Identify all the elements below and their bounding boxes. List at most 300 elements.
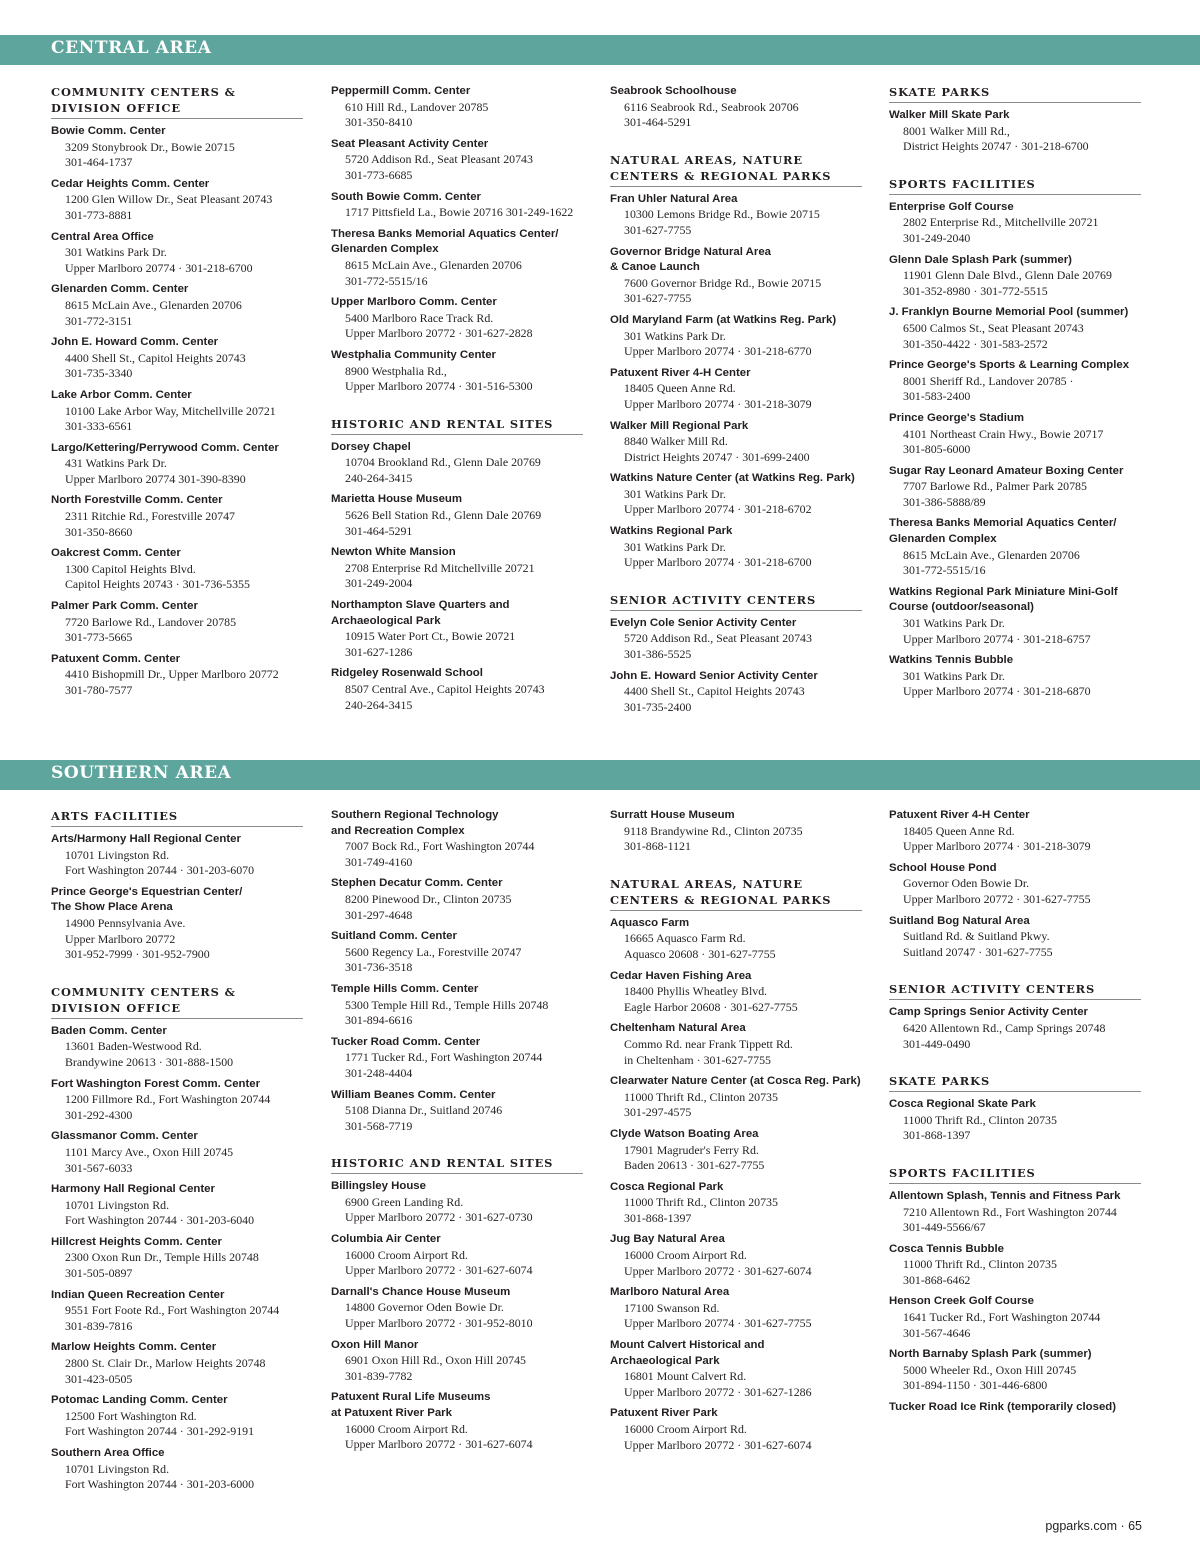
facility-detail: 7007 Bock Rd., Fort Washington 20744 [345,839,535,854]
facility-detail: 301-627-1286 [345,644,413,659]
facility-detail: Baden 20613 · 301-627-7755 [624,1158,765,1173]
facility-entry [610,1232,862,1279]
facility-entry [889,1400,1141,1416]
facility-name: Clearwater Nature Center (at Cosca Reg. Park) [610,1075,861,1088]
facility-detail: 301-249-2004 [345,576,413,591]
facility-detail: Suitland 20747 · 301-627-7755 [903,944,1053,959]
facility-name: Patuxent River Park [610,1407,718,1420]
facility-detail: 1200 Glen Willow Dr., Seat Pleasant 20743 [65,192,273,207]
facility-detail: 301-780-7577 [65,683,133,697]
facility-name: Patuxent Comm. Center [51,652,181,665]
facility-detail: 301-464-5291 [345,523,413,538]
facility-detail: 8001 Walker Mill Rd., [903,123,1010,138]
facility-detail: 11000 Thrift Rd., Clinton 20735 [903,1257,1057,1272]
facility-detail: 9551 Fort Foote Rd., Fort Washington 20744 [65,1303,280,1318]
facility-detail: 16000 Croom Airport Rd. [345,1247,468,1262]
facility-name: Marlboro Natural Area [610,1286,730,1299]
facility-name: Harmony Hall Regional Center [51,1183,215,1196]
facility-name: Ridgeley Rosenwald School [331,667,483,680]
facility-entry [610,245,862,307]
facility-detail: Upper Marlboro 20774 · 301-218-3079 [903,839,1091,854]
facility-detail: 1771 Tucker Rd., Fort Washington 20744 [345,1050,543,1065]
facility-detail: Fort Washington 20744 · 301-203-6000 [65,1477,255,1492]
facility-entry [51,388,303,435]
facility-name: Southern Area Office [51,1447,165,1459]
facility-detail: 10701 Livingston Rd. [65,1461,170,1476]
facility-detail: Aquasco 20608 · 301-627-7755 [624,946,776,961]
facility-entry [331,440,583,487]
facility-name: Arts/Harmony Hall Regional Center [51,833,241,845]
facility-detail: 301-249-2040 [903,230,971,245]
facility-detail: 11901 Glenn Dale Blvd., Glenn Dale 20769 [903,268,1112,283]
facility-entry [51,441,303,488]
facility-entry [610,524,862,571]
facility-detail: 301 Watkins Park Dr. [624,539,726,554]
facility-detail: 5720 Addison Rd., Seat Pleasant 20743 [345,152,533,167]
facility-entry [610,366,862,413]
facility-detail: 301-805-6000 [903,442,971,457]
facility-name: Prince George's Stadium [889,411,1025,424]
facility-detail: 301-772-5515/16 [345,273,428,288]
facility-detail: 301 Watkins Park Dr. [624,328,726,343]
facility-detail: 2300 Oxon Run Dr., Temple Hills 20748 [65,1250,259,1265]
facility-entry [331,492,583,539]
facility-name: Patuxent River 4-H Center [889,809,1030,821]
facility-entry [51,885,303,963]
facility-name: John E. Howard Comm. Center [51,336,219,349]
facility-detail: Fort Washington 20744 · 301-203-6070 [65,863,255,878]
southern-area-title: SOUTHERN AREA [51,763,232,783]
facility-entry [889,253,1141,300]
facility-detail: 16801 Mount Calvert Rd. [624,1369,747,1384]
facility-name: Governor Bridge Natural Area & Canoe Launch [610,245,771,274]
facility-detail: 301-248-4404 [345,1065,413,1080]
facility-entry [51,493,303,540]
facility-detail: 301-297-4648 [345,907,413,922]
central-area-title: CENTRAL AREA [51,38,212,58]
facility-detail: 301-772-3151 [65,313,133,328]
facility-detail: 301-423-0505 [65,1371,133,1386]
facility-detail: 301 Watkins Park Dr. [65,245,167,260]
facility-entry [51,124,303,171]
facility-entry [51,230,303,277]
facility-detail: 301-749-4160 [345,854,413,869]
facility-name: Glenarden Comm. Center [51,283,189,296]
facility-detail: 301-868-1397 [624,1210,692,1225]
facility-detail: Upper Marlboro 20774 · 301-627-7755 [624,1316,812,1331]
facility-entry [331,295,583,342]
facility-entry [610,669,862,716]
facility-entry [51,1340,303,1387]
facility-name: Westphalia Community Center [331,348,496,361]
facility-detail: Upper Marlboro 20774 · 301-218-6700 [624,555,812,570]
facility-name: School House Pond [889,861,997,874]
facility-name: Theresa Banks Memorial Aquatics Center/ Glenarden Complex [331,227,559,256]
facility-name: Old Maryland Farm (at Watkins Reg. Park) [610,313,837,326]
facility-detail: 3209 Stonybrook Dr., Bowie 20715 [65,139,235,154]
facility-name: Jug Bay Natural Area [610,1233,725,1246]
facility-name: North Forestville Comm. Center [51,494,223,507]
facility-detail: 610 Hill Rd., Landover 20785 [345,99,489,114]
facility-detail: 1300 Capitol Heights Blvd. [65,561,196,576]
facility-detail: 14900 Pennsylvania Ave. [65,915,186,930]
facility-detail: 10704 Brookland Rd., Glenn Dale 20769 [345,455,541,470]
facility-entry [51,1288,303,1335]
facility-name: Stephen Decatur Comm. Center [331,877,503,890]
facility-detail: Eagle Harbor 20608 · 301-627-7755 [624,999,798,1014]
facility-entry [889,358,1141,405]
facility-entry [889,200,1141,247]
facility-detail: 8615 McLain Ave., Glenarden 20706 [65,297,242,312]
facility-name: Peppermill Comm. Center [331,85,471,97]
facility-name: Seabrook Schoolhouse [610,85,737,97]
facility-entry [610,1074,862,1121]
facility-entry [51,1446,303,1493]
facility-name: Sugar Ray Leonard Amateur Boxing Center [889,464,1124,477]
facility-detail: 301-839-7782 [345,1368,413,1383]
facility-detail: 301-386-5525 [624,647,692,662]
facility-entry [889,1347,1141,1394]
directory-column [51,84,303,705]
facility-detail: 4410 Bishopmill Dr., Upper Marlboro 20772 [65,667,279,682]
facility-detail: District Heights 20747 · 301-699-2400 [624,449,810,464]
facility-name: Watkins Tennis Bubble [889,654,1014,667]
facility-name: Glassmanor Comm. Center [51,1130,198,1143]
facility-detail: 12500 Fort Washington Rd. [65,1408,197,1423]
facility-detail: Upper Marlboro 20772 · 301-952-8010 [345,1316,533,1331]
facility-detail: District Heights 20747 · 301-218-6700 [903,139,1089,154]
directory-column [889,84,1141,706]
facility-detail: Suitland Rd. & Suitland Pkwy. [903,929,1050,944]
facility-entry [331,1338,583,1385]
category-heading: SPORTS FACILITIES [889,176,1141,195]
facility-name: Seat Pleasant Activity Center [331,137,489,150]
facility-detail: 2708 Enterprise Rd Mitchellville 20721 [345,560,535,575]
facility-entry [889,1097,1141,1144]
facility-detail: Upper Marlboro 20772 · 301-627-2828 [345,326,533,341]
facility-detail: 301-352-8980 · 301-772-5515 [903,283,1048,298]
facility-detail: 301-505-0897 [65,1266,133,1281]
facility-entry [889,464,1141,511]
facility-entry [610,84,862,131]
facility-name: Glenn Dale Splash Park (summer) [889,253,1072,266]
facility-detail: 5626 Bell Station Rd., Glenn Dale 20769 [345,508,542,523]
facility-entry [51,335,303,382]
facility-detail: 1101 Marcy Ave., Oxon Hill 20745 [65,1144,234,1159]
facility-entry [51,1024,303,1071]
directory-column [889,808,1141,1422]
category-heading: HISTORIC AND RENTAL SITES [331,1155,583,1174]
facility-entry [331,137,583,184]
facility-entry [51,652,303,699]
facility-name: Watkins Regional Park [610,525,733,538]
facility-detail: 2802 Enterprise Rd., Mitchellville 20721 [903,215,1099,230]
category-heading: NATURAL AREAS, NATURE CENTERS & REGIONAL PARKS [610,876,862,911]
facility-detail: 5600 Regency La., Forestville 20747 [345,944,522,959]
facility-detail: Upper Marlboro 20774 · 301-218-6870 [903,684,1091,699]
facility-detail: 301-773-5665 [65,630,133,645]
directory-column [51,808,303,1499]
facility-detail: 5720 Addison Rd., Seat Pleasant 20743 [624,631,812,646]
facility-detail: Upper Marlboro 20774 · 301-218-6700 [65,260,253,275]
facility-detail: 301-868-6462 [903,1272,971,1287]
facility-entry [51,1129,303,1176]
facility-name: Newton White Mansion [331,546,456,559]
category-heading: SPORTS FACILITIES [889,1165,1141,1184]
directory-column [331,808,583,1459]
facility-name: Cheltenham Natural Area [610,1022,746,1035]
facility-name: Temple Hills Comm. Center [331,982,479,995]
facility-entry [331,1285,583,1332]
facility-detail: 18405 Queen Anne Rd. [903,823,1015,838]
facility-detail: 8200 Pinewood Dr., Clinton 20735 [345,891,512,906]
facility-name: Billingsley House [331,1180,426,1193]
facility-entry [610,1406,862,1453]
facility-detail: 2800 St. Clair Dr., Marlow Heights 20748 [65,1356,266,1371]
facility-name: Oakcrest Comm. Center [51,547,181,560]
facility-entry [610,419,862,466]
facility-detail: 1200 Fillmore Rd., Fort Washington 20744 [65,1092,271,1107]
central-area-banner [0,35,1200,65]
facility-entry [51,546,303,593]
facility-entry [889,305,1141,352]
facility-detail: 8615 McLain Ave., Glenarden 20706 [903,547,1080,562]
category-heading: SKATE PARKS [889,84,1141,103]
facility-name: Marlow Heights Comm. Center [51,1341,217,1354]
facility-name: Upper Marlboro Comm. Center [331,296,497,309]
facility-detail: Upper Marlboro 20772 · 301-627-0730 [345,1210,533,1225]
facility-entry [889,1005,1141,1052]
facility-detail: 4400 Shell St., Capitol Heights 20743 [65,350,246,365]
facility-entry [331,876,583,923]
facility-detail: 10701 Livingston Rd. [65,1197,170,1212]
facility-entry [51,1182,303,1229]
facility-name: Dorsey Chapel [331,440,411,453]
facility-name: South Bowie Comm. Center [331,190,481,203]
facility-detail: Upper Marlboro 20772 [65,931,176,946]
facility-detail: 16000 Croom Airport Rd. [624,1422,747,1436]
facility-name: Patuxent River 4-H Center [610,366,751,379]
facility-detail: 301-350-8660 [65,524,133,539]
facility-detail: 16000 Croom Airport Rd. [624,1248,747,1263]
facility-name: Suitland Comm. Center [331,930,457,943]
facility-name: Northampton Slave Quarters and Archaeological Park [331,599,510,627]
facility-detail: 301-350-8410 [345,115,413,130]
facility-detail: 301-735-2400 [624,699,692,714]
facility-name: Largo/Kettering/Perrywood Comm. Center [51,441,279,454]
facility-entry [610,1285,862,1332]
facility-detail: 8900 Westphalia Rd., [345,363,447,378]
facility-detail: 17100 Swanson Rd. [624,1300,720,1315]
facility-entry [610,471,862,518]
facility-name: Lake Arbor Comm. Center [51,388,192,401]
facility-detail: 7600 Governor Bridge Rd., Bowie 20715 [624,275,822,290]
facility-entry [610,1338,862,1400]
facility-entry [610,916,862,963]
facility-entry [51,177,303,224]
facility-detail: Capitol Heights 20743 · 301-736-5355 [65,577,250,592]
facility-entry [51,832,303,879]
facility-detail: 301-735-3340 [65,366,133,381]
facility-detail: 7720 Barlowe Rd., Landover 20785 [65,614,237,629]
facility-name: Walker Mill Skate Park [889,109,1010,121]
facility-name: Hillcrest Heights Comm. Center [51,1235,222,1248]
southern-area-banner [0,760,1200,790]
facility-detail: 18400 Phyllis Wheatley Blvd. [624,984,768,999]
facility-detail: Upper Marlboro 20774 301-390-8390 [65,471,246,486]
facility-detail: Commo Rd. near Frank Tippett Rd. [624,1036,793,1051]
facility-entry [51,1077,303,1124]
facility-detail: Upper Marlboro 20772 · 301-627-6074 [345,1437,533,1452]
facility-detail: Brandywine 20613 · 301-888-1500 [65,1054,234,1069]
directory-column [610,84,862,721]
facility-name: Aquasco Farm [610,916,690,929]
facility-entry [331,1390,583,1452]
facility-detail: Upper Marlboro 20774 · 301-218-3079 [624,396,812,411]
facility-detail: 301-449-0490 [903,1036,971,1051]
facility-detail: 6420 Allentown Rd., Camp Springs 20748 [903,1020,1106,1035]
facility-detail: 301-583-2400 [903,389,971,404]
facility-name: William Beanes Comm. Center [331,1088,496,1101]
category-heading: NATURAL AREAS, NATURE CENTERS & REGIONAL PARKS [610,152,862,187]
facility-name: Theresa Banks Memorial Aquatics Center/ Glenarden Complex [889,517,1117,546]
facility-entry [51,599,303,646]
facility-detail: 301-627-7755 [624,222,692,237]
category-heading: ARTS FACILITIES [51,808,303,827]
facility-detail: Upper Marlboro 20774 · 301-218-6757 [903,631,1091,646]
facility-name: Cosca Tennis Bubble [889,1242,1004,1255]
facility-name: North Barnaby Splash Park (summer) [889,1348,1092,1361]
facility-detail: 301-952-7999 · 301-952-7900 [65,947,210,962]
facility-name: Marietta House Museum [331,493,463,506]
facility-name: Central Area Office [51,230,154,243]
facility-name: Fran Uhler Natural Area [610,192,738,205]
facility-detail: Governor Oden Bowie Dr. [903,876,1030,891]
facility-detail: 6900 Green Landing Rd. [345,1194,464,1209]
facility-entry [331,929,583,976]
facility-name: Tucker Road Ice Rink (temporarily closed) [889,1401,1117,1414]
facility-entry [889,653,1141,700]
facility-name: Oxon Hill Manor [331,1338,419,1351]
facility-detail: Upper Marlboro 20772 · 301-627-6074 [345,1263,533,1278]
facility-name: Cosca Regional Skate Park [889,1098,1036,1111]
category-heading: COMMUNITY CENTERS & DIVISION OFFICE [51,984,303,1019]
facility-detail: 301-567-6033 [65,1160,133,1175]
facility-entry [889,108,1141,155]
facility-detail: Upper Marlboro 20774 · 301-218-6702 [624,502,812,517]
facility-entry [610,1127,862,1174]
facility-entry [331,1232,583,1279]
facility-entry [889,411,1141,458]
facility-name: Bowie Comm. Center [51,125,166,137]
facility-name: Southern Regional Technology and Recreation Complex [331,809,499,837]
facility-name: Suitland Bog Natural Area [889,914,1030,927]
facility-name: Indian Queen Recreation Center [51,1288,225,1301]
facility-detail: 301-839-7816 [65,1318,133,1333]
facility-detail: 301-333-6561 [65,419,133,434]
facility-name: J. Franklyn Bourne Memorial Pool (summer) [889,306,1129,319]
facility-detail: 4400 Shell St., Capitol Heights 20743 [624,684,805,699]
facility-name: Surratt House Museum [610,809,735,821]
facility-detail: 301-868-1121 [624,839,691,854]
facility-detail: 301 Watkins Park Dr. [903,616,1005,631]
facility-detail: 301-736-3518 [345,960,413,975]
facility-detail: 9118 Brandywine Rd., Clinton 20735 [624,823,803,838]
facility-entry [889,1189,1141,1236]
facility-name: Henson Creek Golf Course [889,1295,1034,1308]
facility-entry [331,545,583,592]
facility-detail: 301-567-4646 [903,1325,971,1340]
facility-name: Mount Calvert Historical and Archaeological Park [610,1339,765,1367]
facility-name: Evelyn Cole Senior Activity Center [610,616,797,629]
facility-detail: 16665 Aquasco Farm Rd. [624,931,746,946]
facility-entry [331,1035,583,1082]
facility-name: Enterprise Golf Course [889,200,1014,213]
facility-detail: 301-292-4300 [65,1107,133,1122]
facility-entry [889,585,1141,647]
facility-name: John E. Howard Senior Activity Center [610,669,818,682]
facility-detail: Upper Marlboro 20772 · 301-627-6074 [624,1263,812,1278]
facility-detail: 301-449-5566/67 [903,1220,986,1235]
facility-name: Prince George's Sports & Learning Complex [889,359,1130,372]
facility-detail: Fort Washington 20744 · 301-292-9191 [65,1424,255,1439]
facility-entry [331,808,583,870]
facility-entry [610,1021,862,1068]
facility-entry [889,516,1141,578]
facility-name: Columbia Air Center [331,1233,441,1246]
facility-entry [889,808,1141,855]
facility-detail: 301-297-4575 [624,1105,692,1120]
facility-entry [331,1179,583,1226]
category-heading: COMMUNITY CENTERS & DIVISION OFFICE [51,84,303,119]
facility-entry [889,861,1141,908]
facility-name: Darnall's Chance House Museum [331,1285,511,1298]
facility-name: Palmer Park Comm. Center [51,600,198,613]
facility-detail: Fort Washington 20744 · 301-203-6040 [65,1213,255,1228]
facility-detail: 1717 Pittsfield La., Bowie 20716 301-249-1622 [345,205,574,220]
facility-detail: 8840 Walker Mill Rd. [624,434,728,449]
facility-detail: Upper Marlboro 20772 · 301-627-7755 [903,891,1091,906]
facility-detail: 7210 Allentown Rd., Fort Washington 20744 [903,1204,1117,1219]
facility-detail: 4101 Northeast Crain Hwy., Bowie 20717 [903,426,1104,441]
facility-entry [331,1088,583,1135]
category-heading: SKATE PARKS [889,1073,1141,1092]
facility-entry [331,598,583,660]
category-heading: SENIOR ACTIVITY CENTERS [889,981,1141,1000]
facility-entry [610,969,862,1016]
facility-entry [889,914,1141,961]
facility-name: Cedar Heights Comm. Center [51,177,210,190]
facility-entry [610,1180,862,1227]
facility-detail: 6500 Calmos St., Seat Pleasant 20743 [903,320,1084,335]
facility-entry [331,348,583,395]
facility-detail: 16000 Croom Airport Rd. [345,1421,468,1436]
facility-detail: 10300 Lemons Bridge Rd., Bowie 20715 [624,207,820,222]
facility-detail: 8507 Central Ave., Capitol Heights 20743 [345,682,545,696]
facility-name: Potomac Landing Comm. Center [51,1394,228,1407]
facility-detail: 301 Watkins Park Dr. [903,668,1005,683]
facility-detail: 1641 Tucker Rd., Fort Washington 20744 [903,1310,1101,1325]
facility-name: Baden Comm. Center [51,1024,167,1037]
facility-detail: 301-464-5291 [624,115,692,130]
facility-entry [889,1242,1141,1289]
facility-detail: 18405 Queen Anne Rd. [624,381,736,396]
facility-detail: 301-773-8881 [65,207,133,222]
facility-name: Tucker Road Comm. Center [331,1035,481,1048]
facility-detail: 10701 Livingston Rd. [65,847,170,862]
facility-detail: 240-264-3415 [345,697,413,712]
facility-detail: 301-627-7755 [624,291,692,306]
